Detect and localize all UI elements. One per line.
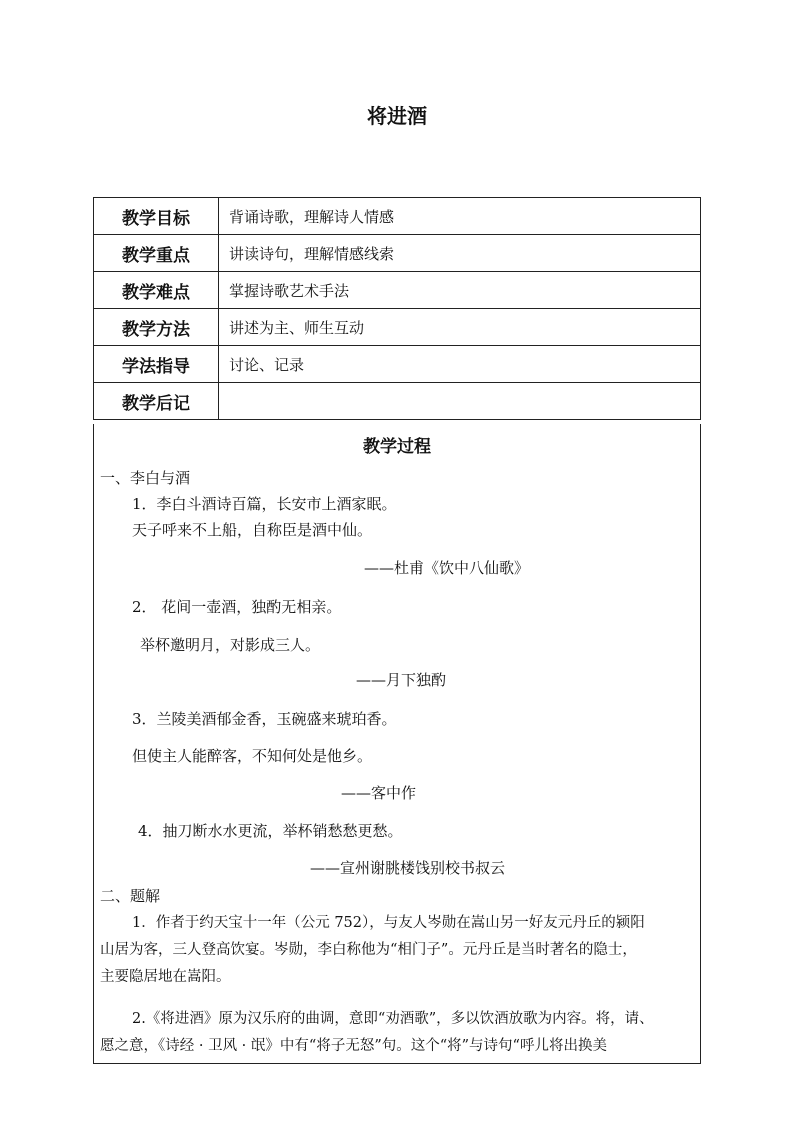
poem-line: 但使主人能醉客，不知何处是他乡。 <box>132 747 373 765</box>
table-row <box>94 198 701 235</box>
poem-source: ——客中作 <box>341 784 417 802</box>
process-title: 教学过程 <box>363 437 431 457</box>
row-value: 掌握诗歌艺术手法 <box>219 272 701 309</box>
poem-line: 1．李白斗酒诗百篇，长安市上酒家眠。 <box>132 495 397 513</box>
document-title: 将进酒 <box>367 104 427 128</box>
row-label: 学法指导 <box>94 346 219 383</box>
table-row <box>94 235 701 272</box>
poem-line: 4．抽刀断水水更流，举杯销愁愁更愁。 <box>138 822 403 840</box>
section-heading: 二、题解 <box>100 887 161 905</box>
poem-source: ——杜甫《饮中八仙歌》 <box>364 559 530 577</box>
paragraph-line: 山居为客，三人登高饮宴。岑勋，李白称他为“相门子”。元丹丘是当时著名的隐士， <box>100 942 637 958</box>
row-label: 教学重点 <box>94 235 219 272</box>
table-row <box>94 309 701 346</box>
table-row <box>94 383 701 420</box>
paragraph-line: 主要隐居地在嵩阳。 <box>100 969 231 985</box>
poem-line: 2． 花间一壶酒，独酌无相亲。 <box>132 598 342 616</box>
row-label: 教学方法 <box>94 309 219 346</box>
teaching-process-cell <box>93 424 701 1064</box>
paragraph-line: 1．作者于约天宝十一年（公元 752），与友人岑勋在嵩山另一好友元丹丘的颍阳 <box>132 915 645 931</box>
poem-source: ——宣州谢朓楼饯别校书叔云 <box>310 859 506 877</box>
poem-source: ——月下独酌 <box>356 671 447 689</box>
row-label: 教学目标 <box>94 198 219 235</box>
poem-line: 天子呼来不上船，自称臣是酒中仙。 <box>132 521 373 539</box>
row-value: 讲读诗句，理解情感线索 <box>219 235 701 272</box>
row-label: 教学难点 <box>94 272 219 309</box>
row-label: 教学后记 <box>94 383 219 420</box>
row-value: 讨论、记录 <box>219 346 701 383</box>
section-heading: 一、李白与酒 <box>100 469 191 487</box>
row-value: 背诵诗歌，理解诗人情感 <box>219 198 701 235</box>
poem-line: 举杯邀明月，对影成三人。 <box>140 636 321 654</box>
row-value <box>219 383 701 420</box>
row-value: 讲述为主、师生互动 <box>219 309 701 346</box>
paragraph-line: 愿之意，《诗经 · 卫风 · 氓》中有“将子无怒”句。这个“将”与诗句“呼儿将出换美 <box>100 1038 607 1054</box>
table-row <box>94 346 701 383</box>
paragraph-line: 2.《将进酒》原为汉乐府的曲调，意即“劝酒歌”，多以饮酒放歌为内容。将，请、 <box>132 1011 654 1027</box>
lesson-info-table <box>93 197 701 420</box>
poem-line: 3．兰陵美酒郁金香，玉碗盛来琥珀香。 <box>132 710 397 728</box>
table-row <box>94 272 701 309</box>
